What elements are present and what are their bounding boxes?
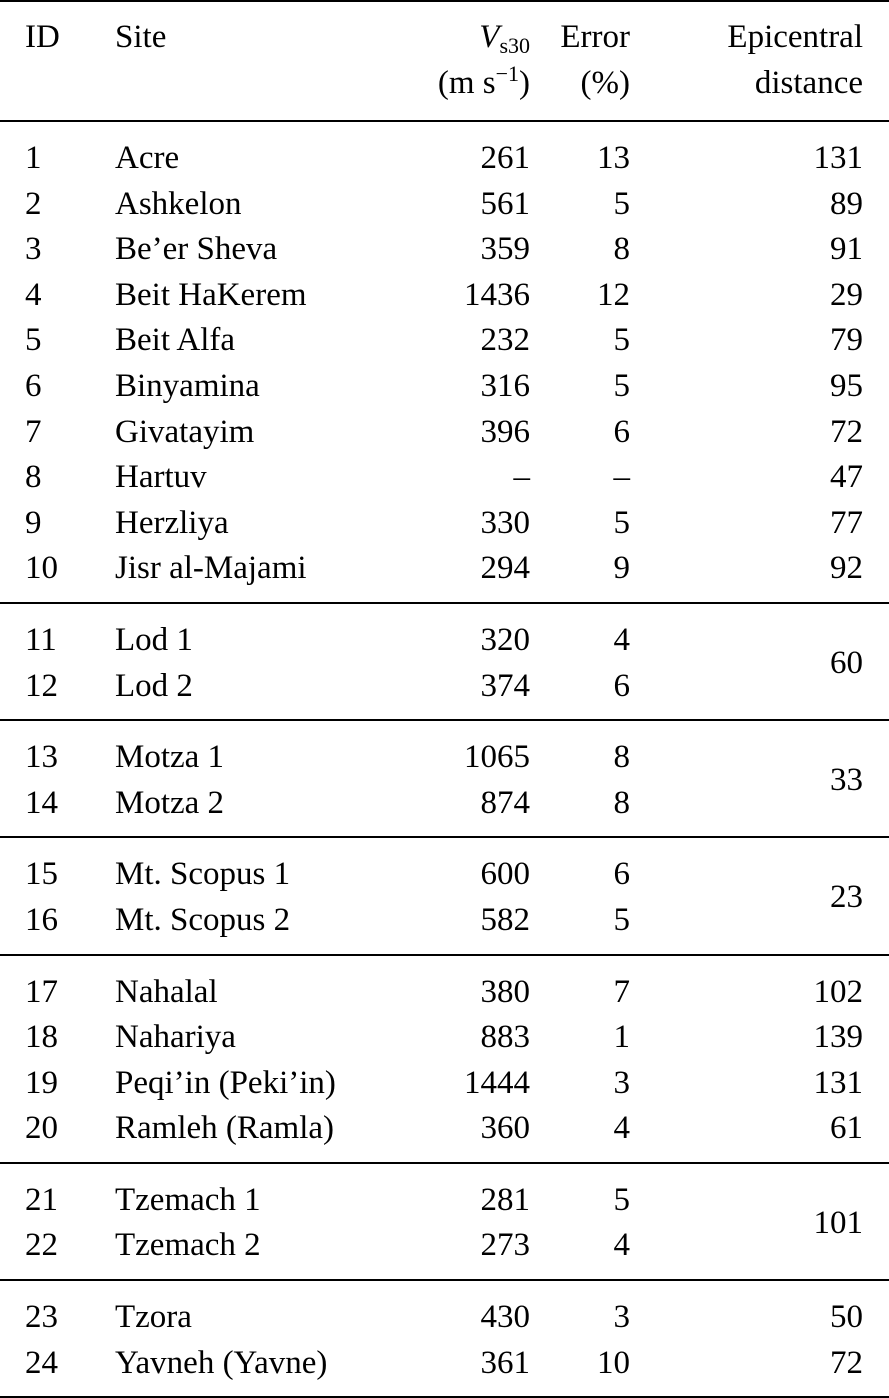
table-row <box>0 364 889 410</box>
row-group <box>0 1163 889 1280</box>
cell-id: 4 <box>25 276 42 313</box>
header-id: ID <box>0 1 115 121</box>
cell-epicentral-distance: 60 <box>830 644 863 681</box>
header-site: Site <box>115 1 380 121</box>
cell-site: Yavneh (Yavne) <box>115 1344 328 1381</box>
cell-site: Motza 1 <box>115 739 225 776</box>
cell-error: 4 <box>613 1110 630 1147</box>
row-group <box>0 837 889 954</box>
cell-id: 17 <box>25 973 58 1010</box>
table-row <box>0 455 889 501</box>
cell-vs30: – <box>513 459 530 496</box>
cell-error: 13 <box>597 140 630 176</box>
cell-error: 8 <box>613 231 630 268</box>
cell-site: Peqi’in (Peki’in) <box>115 1064 336 1101</box>
table-row <box>0 1015 889 1061</box>
cell-vs30: 232 <box>480 322 530 359</box>
cell-error: 4 <box>613 621 630 658</box>
cell-id: 8 <box>25 459 42 496</box>
cell-error: 5 <box>613 367 630 404</box>
cell-error: 8 <box>613 784 630 821</box>
cell-vs30: 874 <box>480 784 530 821</box>
cell-site: Lod 2 <box>115 667 193 704</box>
vs-unit-exp: −1 <box>495 61 519 86</box>
cell-vs30: 1444 <box>464 1064 530 1101</box>
cell-epicentral-distance: 72 <box>830 1344 863 1381</box>
cell-site: Acre <box>115 140 180 176</box>
cell-id: 21 <box>25 1181 58 1218</box>
cell-id: 10 <box>25 550 58 587</box>
cell-error: 4 <box>613 1227 630 1264</box>
cell-site: Mt. Scopus 2 <box>115 901 291 938</box>
cell-error: 5 <box>613 322 630 359</box>
cell-error: 5 <box>613 185 630 222</box>
header-error: Error (%) <box>530 1 660 121</box>
cell-epicentral-distance: 89 <box>830 185 863 222</box>
table-row <box>0 546 889 603</box>
cell-vs30: 294 <box>480 550 530 587</box>
cell-epicentral-distance: 72 <box>830 413 863 450</box>
cell-vs30: 883 <box>480 1019 530 1056</box>
table-row <box>0 182 889 228</box>
cell-epicentral-distance: 50 <box>830 1299 863 1336</box>
cell-error: 5 <box>613 504 630 541</box>
table-row <box>0 273 889 319</box>
cell-error: 12 <box>597 276 630 313</box>
cell-site: Tzora <box>115 1299 192 1336</box>
header-row <box>0 1 889 121</box>
table-row <box>0 1163 889 1224</box>
cell-site: Mt. Scopus 1 <box>115 856 291 893</box>
cell-vs30: 374 <box>480 667 530 704</box>
cell-vs30: 359 <box>480 231 530 268</box>
header-epicentral-distance: Epicentral distance <box>660 1 889 121</box>
cell-id: 5 <box>25 322 42 359</box>
cell-error: 1 <box>613 1019 630 1056</box>
cell-error: 5 <box>613 1181 630 1218</box>
cell-epicentral-distance: 92 <box>830 550 863 587</box>
cell-epicentral-distance: 79 <box>830 322 863 359</box>
cell-vs30: 582 <box>480 901 530 938</box>
cell-error: 6 <box>613 856 630 893</box>
cell-id: 20 <box>25 1110 58 1147</box>
cell-epicentral-distance: 139 <box>813 1019 863 1056</box>
table-row <box>0 720 889 781</box>
cell-vs30: 273 <box>480 1227 530 1264</box>
row-group <box>0 955 889 1163</box>
cell-vs30: 261 <box>480 140 530 176</box>
cell-epicentral-distance: 29 <box>830 276 863 313</box>
cell-id: 24 <box>25 1344 58 1381</box>
vs-symbol: V <box>479 19 500 55</box>
cell-error: 10 <box>597 1344 630 1381</box>
cell-error: 9 <box>613 550 630 587</box>
cell-vs30: 361 <box>480 1344 530 1381</box>
cell-error: 5 <box>613 901 630 938</box>
cell-id: 7 <box>25 413 42 450</box>
table-row <box>0 501 889 547</box>
cell-site: Lod 1 <box>115 621 193 658</box>
cell-vs30: 281 <box>480 1181 530 1218</box>
cell-site: Nahariya <box>115 1019 236 1056</box>
table-row <box>0 955 889 1016</box>
cell-vs30: 1065 <box>464 739 530 776</box>
cell-site: Tzemach 2 <box>115 1227 261 1264</box>
cell-epicentral-distance: 101 <box>813 1204 863 1241</box>
cell-vs30: 320 <box>480 621 530 658</box>
cell-site: Nahalal <box>115 973 218 1010</box>
cell-error: 3 <box>613 1299 630 1336</box>
vs-subscript: s30 <box>499 33 530 58</box>
vs-unit-base: (m s <box>437 65 496 101</box>
table-row <box>0 1106 889 1163</box>
table-row <box>0 1341 889 1398</box>
cell-id: 15 <box>25 856 58 893</box>
row-group <box>0 720 889 837</box>
cell-epicentral-distance: 61 <box>830 1110 863 1147</box>
cell-error: – <box>613 459 630 496</box>
table-row <box>0 121 889 182</box>
cell-id: 18 <box>25 1019 58 1056</box>
cell-epicentral-distance: 131 <box>813 140 863 176</box>
cell-site: Binyamina <box>115 367 260 404</box>
cell-site: Jisr al-Majami <box>115 550 307 587</box>
cell-site: Tzemach 1 <box>115 1181 261 1218</box>
cell-epicentral-distance: 77 <box>830 504 863 541</box>
cell-id: 11 <box>25 621 57 658</box>
table-row <box>0 227 889 273</box>
cell-id: 13 <box>25 739 58 776</box>
cell-site: Herzliya <box>115 504 229 541</box>
cell-epicentral-distance: 23 <box>830 879 863 916</box>
cell-vs30: 600 <box>480 856 530 893</box>
row-group <box>0 603 889 720</box>
cell-site: Ashkelon <box>115 185 242 222</box>
cell-id: 2 <box>25 185 42 222</box>
cell-vs30: 396 <box>480 413 530 450</box>
cell-id: 22 <box>25 1227 58 1264</box>
cell-id: 1 <box>25 140 42 176</box>
cell-epicentral-distance: 47 <box>830 459 863 496</box>
cell-id: 16 <box>25 901 58 938</box>
cell-epicentral-distance: 95 <box>830 367 863 404</box>
cell-vs30: 430 <box>480 1299 530 1336</box>
header-vs30 <box>380 1 530 121</box>
table-row <box>0 318 889 364</box>
cell-error: 6 <box>613 667 630 704</box>
cell-epicentral-distance: 131 <box>813 1064 863 1101</box>
cell-id: 12 <box>25 667 58 704</box>
table-row <box>0 1280 889 1341</box>
cell-vs30: 360 <box>480 1110 530 1147</box>
row-group <box>0 1280 889 1397</box>
cell-id: 14 <box>25 784 58 821</box>
cell-error: 7 <box>613 973 630 1010</box>
cell-site: Motza 2 <box>115 784 225 821</box>
cell-epicentral-distance: 91 <box>830 231 863 268</box>
cell-id: 23 <box>25 1299 58 1336</box>
cell-vs30: 330 <box>480 504 530 541</box>
cell-epicentral-distance: 33 <box>830 761 863 798</box>
cell-site: Ramleh (Ramla) <box>115 1110 335 1147</box>
table-header <box>0 1 889 121</box>
cell-error: 6 <box>613 413 630 450</box>
table-row <box>0 1061 889 1107</box>
table-row <box>0 837 889 898</box>
cell-vs30: 316 <box>480 367 530 404</box>
cell-site: Be’er Sheva <box>115 231 278 268</box>
cell-site: Beit HaKerem <box>115 276 307 313</box>
vs-unit-close: ) <box>519 65 530 101</box>
cell-vs30: 380 <box>480 973 530 1010</box>
cell-site: Givatayim <box>115 413 255 450</box>
cell-id: 6 <box>25 367 42 404</box>
cell-site: Beit Alfa <box>115 322 236 359</box>
cell-site: Hartuv <box>115 459 207 496</box>
table-row <box>0 410 889 456</box>
row-group <box>0 121 889 603</box>
cell-vs30: 1436 <box>464 276 530 313</box>
cell-epicentral-distance: 102 <box>813 973 863 1010</box>
cell-id: 19 <box>25 1064 58 1101</box>
cell-error: 3 <box>613 1064 630 1101</box>
cell-id: 9 <box>25 504 42 541</box>
cell-error: 8 <box>613 739 630 776</box>
cell-id: 3 <box>25 231 42 268</box>
table-row <box>0 603 889 664</box>
cell-vs30: 561 <box>480 185 530 222</box>
